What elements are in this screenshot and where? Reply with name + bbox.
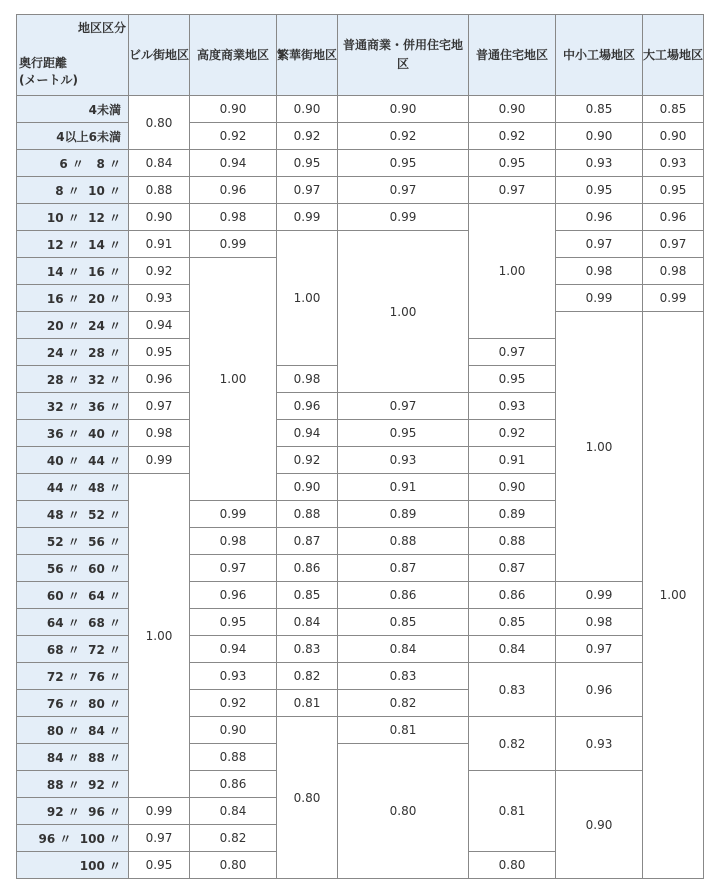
coefficient-cell: 0.92: [190, 123, 277, 150]
coefficient-cell: 0.95: [556, 177, 643, 204]
coefficient-cell: 0.92: [469, 123, 556, 150]
coefficient-cell: 0.88: [277, 501, 338, 528]
coefficient-cell: 0.90: [277, 474, 338, 501]
coefficient-cell: 0.95: [129, 339, 190, 366]
coefficient-cell: 0.84: [129, 150, 190, 177]
table-row: [17, 231, 704, 258]
coefficient-cell: 0.82: [338, 690, 469, 717]
coefficient-cell: 0.92: [277, 123, 338, 150]
coefficient-cell: 0.92: [277, 447, 338, 474]
coefficient-cell: 0.97: [338, 393, 469, 420]
coefficient-cell: 0.82: [277, 663, 338, 690]
coefficient-cell: 0.80: [277, 717, 338, 879]
coefficient-cell: 1.00: [556, 312, 643, 582]
header-col-downtown: 繁華街地区: [277, 15, 338, 96]
coefficient-cell: 0.93: [556, 150, 643, 177]
coefficient-cell: 0.85: [469, 609, 556, 636]
coefficient-cell: 0.83: [277, 636, 338, 663]
depth-range-label: 92 〃 96 〃: [17, 798, 129, 825]
coefficient-cell: 0.96: [129, 366, 190, 393]
coefficient-cell: 0.81: [469, 771, 556, 852]
coefficient-cell: 0.99: [643, 285, 704, 312]
coefficient-cell: 0.91: [338, 474, 469, 501]
coefficient-cell: 0.86: [469, 582, 556, 609]
coefficient-cell: 0.99: [190, 501, 277, 528]
coefficient-cell: 1.00: [643, 312, 704, 879]
depth-range-label: 84 〃 88 〃: [17, 744, 129, 771]
coefficient-cell: 0.90: [277, 96, 338, 123]
coefficient-cell: 0.92: [469, 420, 556, 447]
coefficient-cell: 0.89: [338, 501, 469, 528]
coefficient-cell: 0.97: [469, 339, 556, 366]
depth-range-label: 32 〃 36 〃: [17, 393, 129, 420]
coefficient-cell: 0.90: [190, 717, 277, 744]
depth-range-label: 24 〃 28 〃: [17, 339, 129, 366]
coefficient-cell: 0.89: [469, 501, 556, 528]
coefficient-cell: 0.87: [277, 528, 338, 555]
coefficient-cell: 0.87: [469, 555, 556, 582]
coefficient-cell: 0.96: [556, 663, 643, 717]
coefficient-cell: 1.00: [338, 231, 469, 393]
coefficient-cell: 0.84: [277, 609, 338, 636]
depth-range-label: 40 〃 44 〃: [17, 447, 129, 474]
header-depth-label-line1: 奥行距離: [19, 56, 68, 70]
coefficient-cell: 0.97: [129, 393, 190, 420]
depth-range-label: 100 〃: [17, 852, 129, 879]
table-row: [17, 177, 704, 204]
table-row: [17, 123, 704, 150]
coefficient-cell: 0.83: [338, 663, 469, 690]
coefficient-cell: 0.94: [129, 312, 190, 339]
depth-range-label: 96 〃 100 〃: [17, 825, 129, 852]
coefficient-cell: 0.97: [469, 177, 556, 204]
coefficient-cell: 0.84: [338, 636, 469, 663]
coefficient-cell: 0.99: [129, 798, 190, 825]
coefficient-cell: 0.94: [277, 420, 338, 447]
depth-range-label: 6 〃 8 〃: [17, 150, 129, 177]
header-district-label: 地区区分: [77, 21, 126, 35]
coefficient-cell: 0.99: [129, 447, 190, 474]
depth-range-label: 48 〃 52 〃: [17, 501, 129, 528]
header-depth-label: [19, 55, 78, 89]
coefficient-cell: 0.97: [277, 177, 338, 204]
coefficient-cell: 0.83: [469, 663, 556, 717]
coefficient-cell: 0.94: [190, 636, 277, 663]
table-row: [17, 663, 704, 690]
coefficient-cell: 0.95: [469, 366, 556, 393]
coefficient-cell: 0.90: [469, 96, 556, 123]
coefficient-cell: 1.00: [190, 258, 277, 501]
coefficient-cell: 0.96: [190, 177, 277, 204]
coefficient-cell: 0.90: [338, 96, 469, 123]
coefficient-cell: 0.97: [129, 825, 190, 852]
header-col-large-factory: 大工場地区: [643, 15, 704, 96]
header-col-general-commercial: 普通商業・併用住宅地区: [338, 15, 469, 96]
coefficient-cell: 0.93: [556, 717, 643, 771]
coefficient-cell: 0.99: [277, 204, 338, 231]
coefficient-cell: 0.99: [556, 285, 643, 312]
coefficient-cell: 0.97: [190, 555, 277, 582]
header-col-small-factory: 中小工場地区: [556, 15, 643, 96]
coefficient-cell: 0.97: [338, 177, 469, 204]
coefficient-cell: 0.80: [338, 744, 469, 879]
depth-range-label: 4以上6未満: [17, 123, 129, 150]
coefficient-cell: 0.95: [277, 150, 338, 177]
depth-range-label: 64 〃 68 〃: [17, 609, 129, 636]
table-row: [17, 636, 704, 663]
depth-range-label: 68 〃 72 〃: [17, 636, 129, 663]
coefficient-cell: 0.93: [643, 150, 704, 177]
header-col-building: ビル街地区: [129, 15, 190, 96]
header-depth-label-line2: (メートル): [19, 73, 78, 87]
coefficient-cell: 0.93: [469, 393, 556, 420]
coefficient-cell: 1.00: [277, 231, 338, 366]
depth-range-label: 72 〃 76 〃: [17, 663, 129, 690]
depth-range-label: 36 〃 40 〃: [17, 420, 129, 447]
depth-range-label: 80 〃 84 〃: [17, 717, 129, 744]
depth-range-label: 88 〃 92 〃: [17, 771, 129, 798]
coefficient-cell: 0.95: [338, 150, 469, 177]
coefficient-cell: 0.90: [469, 474, 556, 501]
coefficient-cell: 0.88: [469, 528, 556, 555]
coefficient-cell: 1.00: [469, 204, 556, 339]
coefficient-cell: 0.88: [190, 744, 277, 771]
coefficient-cell: 0.82: [469, 717, 556, 771]
coefficient-cell: 0.96: [556, 204, 643, 231]
depth-range-label: 10 〃 12 〃: [17, 204, 129, 231]
coefficient-cell: 0.90: [190, 96, 277, 123]
table-row: [17, 717, 704, 744]
coefficient-cell: 0.96: [277, 393, 338, 420]
coefficient-cell: 0.88: [129, 177, 190, 204]
coefficient-cell: 0.98: [556, 258, 643, 285]
coefficient-cell: 0.99: [190, 231, 277, 258]
depth-range-label: 76 〃 80 〃: [17, 690, 129, 717]
coefficient-cell: 0.95: [129, 852, 190, 879]
coefficient-cell: 0.86: [190, 771, 277, 798]
coefficient-cell: 0.98: [277, 366, 338, 393]
depth-range-label: 16 〃 20 〃: [17, 285, 129, 312]
coefficient-cell: 0.85: [556, 96, 643, 123]
table-row: [17, 582, 704, 609]
coefficient-cell: 0.88: [338, 528, 469, 555]
header-corner: [17, 15, 129, 96]
depth-range-label: 20 〃 24 〃: [17, 312, 129, 339]
coefficient-cell: 0.85: [643, 96, 704, 123]
depth-range-label: 56 〃 60 〃: [17, 555, 129, 582]
table-row: [17, 609, 704, 636]
table-row: [17, 96, 704, 123]
coefficient-cell: 0.95: [338, 420, 469, 447]
depth-range-label: 14 〃 16 〃: [17, 258, 129, 285]
depth-range-label: 12 〃 14 〃: [17, 231, 129, 258]
coefficient-cell: 0.93: [129, 285, 190, 312]
coefficient-cell: 0.98: [556, 609, 643, 636]
coefficient-cell: 0.82: [190, 825, 277, 852]
table-row: [17, 204, 704, 231]
coefficient-cell: 0.98: [190, 528, 277, 555]
header-row: [17, 15, 704, 96]
coefficient-cell: 0.92: [338, 123, 469, 150]
header-col-high-commercial: 高度商業地区: [190, 15, 277, 96]
coefficient-cell: 0.91: [129, 231, 190, 258]
coefficient-cell: 0.81: [277, 690, 338, 717]
coefficient-cell: 0.86: [277, 555, 338, 582]
coefficient-cell: 0.93: [338, 447, 469, 474]
coefficient-cell: 0.90: [556, 123, 643, 150]
coefficient-cell: 0.90: [643, 123, 704, 150]
depth-range-label: 4未満: [17, 96, 129, 123]
coefficient-cell: 0.95: [469, 150, 556, 177]
coefficient-cell: 0.90: [556, 771, 643, 879]
coefficient-cell: 0.80: [190, 852, 277, 879]
table-row: [17, 150, 704, 177]
coefficient-cell: 0.95: [190, 609, 277, 636]
depth-correction-table: [16, 14, 704, 879]
coefficient-cell: 0.99: [338, 204, 469, 231]
coefficient-cell: 0.86: [338, 582, 469, 609]
coefficient-cell: 1.00: [129, 474, 190, 798]
coefficient-cell: 0.84: [190, 798, 277, 825]
coefficient-cell: 0.85: [277, 582, 338, 609]
coefficient-cell: 0.99: [556, 582, 643, 609]
coefficient-cell: 0.97: [556, 636, 643, 663]
depth-range-label: 44 〃 48 〃: [17, 474, 129, 501]
depth-range-label: 60 〃 64 〃: [17, 582, 129, 609]
coefficient-cell: 0.90: [129, 204, 190, 231]
depth-range-label: 8 〃 10 〃: [17, 177, 129, 204]
coefficient-cell: 0.80: [129, 96, 190, 150]
coefficient-cell: 0.95: [643, 177, 704, 204]
coefficient-cell: 0.98: [129, 420, 190, 447]
coefficient-cell: 0.80: [469, 852, 556, 879]
coefficient-cell: 0.91: [469, 447, 556, 474]
coefficient-cell: 0.84: [469, 636, 556, 663]
depth-range-label: 52 〃 56 〃: [17, 528, 129, 555]
coefficient-cell: 0.97: [643, 231, 704, 258]
coefficient-cell: 0.94: [190, 150, 277, 177]
depth-range-label: 28 〃 32 〃: [17, 366, 129, 393]
coefficient-cell: 0.92: [129, 258, 190, 285]
coefficient-cell: 0.96: [190, 582, 277, 609]
coefficient-cell: 0.85: [338, 609, 469, 636]
coefficient-cell: 0.98: [190, 204, 277, 231]
coefficient-cell: 0.97: [556, 231, 643, 258]
coefficient-cell: 0.81: [338, 717, 469, 744]
coefficient-cell: 0.98: [643, 258, 704, 285]
coefficient-cell: 0.87: [338, 555, 469, 582]
coefficient-cell: 0.92: [190, 690, 277, 717]
header-col-residential: 普通住宅地区: [469, 15, 556, 96]
coefficient-cell: 0.93: [190, 663, 277, 690]
coefficient-cell: 0.96: [643, 204, 704, 231]
